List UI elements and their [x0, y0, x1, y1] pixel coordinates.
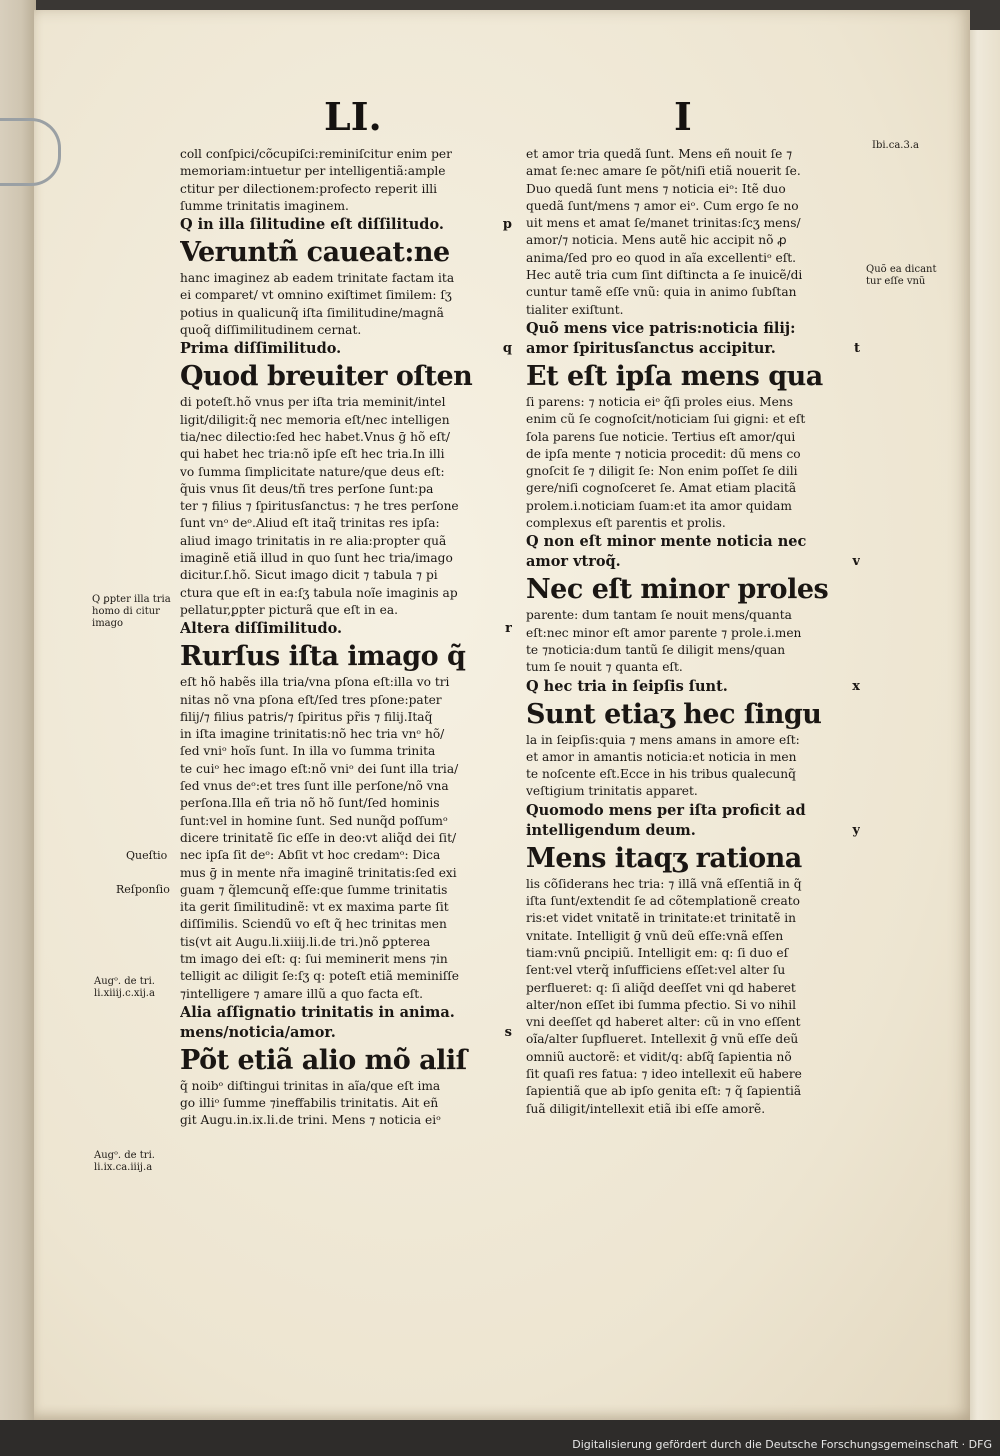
text-line [180, 146, 512, 163]
text-line [180, 899, 512, 916]
text-line [526, 1066, 860, 1083]
line-text: potius in qualicunq̃ iſta ſimilitudine/magnã [180, 305, 444, 320]
line-text: te ⁊noticia:dum tantũ ſe diligit mens/quan [526, 642, 786, 657]
line-text: Nec eſt minor proles [526, 574, 829, 606]
text-line [526, 962, 860, 979]
text-line [180, 865, 512, 882]
text-line [526, 766, 860, 783]
text-line [526, 498, 860, 515]
text-line [180, 882, 512, 899]
line-text: tum ſe nouit ⁊ quanta eſt. [526, 660, 683, 675]
line-text: Rurſus iſta imago q̃ [180, 641, 466, 673]
line-text: coll conſpici/cõcupiſci:reminiſcitur enim per [180, 147, 452, 161]
line-text: pellatur,ꝑpter picturã que eſt in ea. [180, 602, 398, 617]
text-line [526, 302, 860, 319]
line-text: Mens itaqʒ rationa [526, 842, 802, 874]
text-line [180, 986, 512, 1003]
line-text: prolem.i.noticiam ſuam:et ita amor quidam [526, 498, 792, 513]
facing-page-edge [968, 30, 1000, 1430]
initial-heading-line [526, 572, 860, 607]
section-heading [526, 821, 860, 841]
text-line [180, 709, 512, 726]
line-text: quoq̃ diſſimilitudinem cernat. [180, 323, 362, 338]
line-text: la in ſeipſis:quia ⁊ mens amans in amore eſt: [526, 732, 800, 747]
line-text: parente: dum tantam ſe nouit mens/quanta [526, 608, 792, 623]
text-line [526, 198, 860, 215]
initial-heading-line [526, 359, 860, 394]
text-line [526, 783, 860, 800]
line-text: te cuiᵒ hec imago eſt:nõ vniᵒ dei ſunt illa tria/ [180, 761, 459, 776]
line-text: et amor in amantis noticia:et noticia in men [526, 749, 797, 764]
text-line [180, 322, 512, 339]
text-line [180, 795, 512, 812]
text-line [526, 732, 860, 749]
line-text: quedã ſunt/mens ⁊ amor eiᵒ. Cum ergo ſe no [526, 198, 799, 213]
line-text: perſona.Illa eñ tria nõ hõ ſunt/ſed hominis [180, 796, 440, 811]
text-line [180, 533, 512, 550]
line-text: ſunt:vel in homine ſunt. Sed nunq̃d poſſumᵒ [180, 813, 448, 828]
line-text: nitas nõ vna pſona eſt/ſed tres pſone:pater [180, 692, 442, 707]
text-line [180, 602, 512, 619]
text-line [180, 464, 512, 481]
section-heading [526, 677, 860, 697]
line-text: tialiter exiſtunt. [526, 302, 624, 317]
line-text: Et eſt ipſa mens qua [526, 360, 823, 392]
line-text: filij/⁊ filius patris/⁊ ſpiritus pr̃is ⁊ filij.Itaq̃ [180, 709, 433, 724]
line-text: amor ſpiritusſanctus accipitur. [526, 339, 776, 357]
margin-note-quod: Quõ ea dicant tur eſſe vnũ [866, 264, 937, 287]
line-text: lis cõſiderans hec tria: ⁊ illã vnã eſſentiã in q̃ [526, 876, 802, 891]
line-text: guam ⁊ q̃lemcunq̃ eſſe:que ſumme trinitatis [180, 882, 448, 897]
line-text: ligit/diligit:q̃ nec memoria eſt/nec intelligen [180, 412, 450, 427]
text-line [180, 567, 512, 584]
text-line [180, 481, 512, 498]
text-line [526, 284, 860, 301]
line-text: amor vtroq̃. [526, 553, 621, 571]
margin-note-augustine-1: Augᵒ. de tri. li.xiiij.c.xij.a [94, 976, 155, 999]
line-text: tm imago dei eſt: q: ſui meminerit mens ⁊in [180, 951, 448, 966]
line-text: anima/ſed pro eo quod in aĩa excellentiᵒ eſt. [526, 250, 797, 265]
line-text: memoriam:intuetur per intelligentiã:ample [180, 164, 446, 179]
folio-number: LI. [324, 94, 382, 139]
line-text: Hec autẽ tria cum ſint diſtincta a ſe inuicẽ/di [526, 268, 803, 283]
line-text: ſed vnus deᵒ:et tres ſunt ille perſone/nõ vna [180, 779, 449, 794]
margin-note-questio: Queſtio [126, 849, 168, 862]
text-line [180, 813, 512, 830]
line-text: imaginẽ etiã illud in quo ſunt hec tria/imago [180, 551, 453, 566]
text-line [526, 876, 860, 893]
line-text: de ipſa mente ⁊ noticia procedit: dũ mens co [526, 446, 801, 461]
text-line [180, 830, 512, 847]
text-line [180, 305, 512, 322]
initial-heading-line [180, 359, 512, 394]
line-text: perflueret: q: ſi aliq̃d deeſſet vni qd haberet [526, 980, 796, 995]
initial-heading-line [180, 235, 512, 270]
text-line [526, 659, 860, 676]
line-text: Quomodo mens per iſta proficit ad [526, 801, 806, 819]
initial-heading-line [180, 639, 512, 674]
section-letter: s [504, 1024, 512, 1040]
line-text: oĩa/alter ſupflueret. Intellexit ḡ vnũ eſſe deũ [526, 1032, 799, 1047]
text-line [180, 181, 512, 198]
text-line [180, 674, 512, 691]
section-heading [180, 619, 512, 639]
line-text: ſent:vel vterq̃ inſufficiens eſſet:vel alter ſu [526, 963, 786, 978]
text-line [526, 1014, 860, 1031]
text-line [180, 412, 512, 429]
section-letter: v [852, 554, 860, 570]
section-heading [526, 801, 860, 821]
text-line [180, 515, 512, 532]
text-line [180, 1095, 512, 1112]
section-letter: t [853, 340, 860, 356]
text-line [180, 498, 512, 515]
section-heading [526, 339, 860, 359]
line-text: et amor tria quedã ſunt. Mens eñ nouit ſe ⁊ [526, 147, 793, 161]
text-line [180, 429, 512, 446]
line-text: iſta ſunt/extendit ſe ad cõtemplationẽ creato [526, 894, 800, 909]
section-heading [180, 339, 512, 359]
text-line [526, 480, 860, 497]
text-line [526, 463, 860, 480]
text-line [526, 749, 860, 766]
text-line [526, 146, 860, 163]
text-line [526, 945, 860, 962]
text-line [526, 446, 860, 463]
line-text: gnoſcit ſe ⁊ diligit ſe: Non enim poſſet ſe dili [526, 464, 798, 479]
text-line [180, 743, 512, 760]
right-text-column [526, 146, 860, 1118]
line-text: Q non eſt minor mente noticia nec [526, 533, 807, 551]
text-line [526, 893, 860, 910]
line-text: cuntur tamẽ eſſe vnũ: quia in animo ſubſtan [526, 285, 797, 300]
section-heading [180, 1023, 512, 1043]
line-text: gere/niſi cognoſceret ſe. Amat etiam placitã [526, 481, 797, 496]
line-text: ter ⁊ filius ⁊ ſpiritusſanctus: ⁊ he tres perſone [180, 499, 459, 514]
line-text: ⁊intelligere ⁊ amare illũ a quo facta eſt. [180, 986, 424, 1001]
line-text: diſſimilis. Sciendũ vo eſt q̃ hec trinitas men [180, 917, 447, 932]
line-text: omniũ auctorẽ: et vidit/q: abſq̃ ſapientia nõ [526, 1049, 792, 1064]
text-line [526, 429, 860, 446]
line-text: mens/noticia/amor. [180, 1023, 336, 1041]
line-text: complexus eſt parentis et prolis. [526, 516, 726, 531]
line-text: vnitate. Intelligit ḡ vnũ deũ eſſe:vnã eſſen [526, 928, 784, 943]
margin-note-propter: Q ꝑpter illa tria homo di citur imago [92, 594, 171, 629]
line-text: ſit quaſi res fatua: ⁊ ideo intellexit eũ habere [526, 1066, 802, 1081]
line-text: q̃uis vnus ſit deus/tñ tres perſone ſunt:pa [180, 481, 434, 496]
text-line [180, 163, 512, 180]
text-line [526, 250, 860, 267]
text-line [180, 934, 512, 951]
line-text: Quõ mens vice patris:noticia filij: [526, 319, 796, 337]
section-letter: r [505, 621, 512, 637]
line-text: alter/non eſſet ibi ſumma pfectio. Si vo nihil [526, 997, 797, 1012]
text-line [180, 1112, 512, 1129]
line-text: ſunt vnᵒ deᵒ.Aliud eſt itaq̃ trinitas res ipſa: [180, 516, 440, 531]
line-text: Sunt etiaʒ hec ſingu [526, 698, 822, 730]
digitization-credit: Digitalisierung gefördert durch die Deutsche Forschungsgemeinschaft · DFG [572, 1438, 992, 1451]
line-text: Altera diſſimilitudo. [180, 620, 343, 638]
line-text: ſapientiã que ab ipſo genita eſt: ⁊ q̃ ſapientiã [526, 1084, 802, 1099]
section-heading [180, 1003, 512, 1023]
text-line [180, 761, 512, 778]
text-line [180, 585, 512, 602]
line-text: ita gerit ſimilitudinẽ: vt ex maxima parte ſit [180, 900, 449, 915]
line-text: mus ḡ in mente nr̃a imaginẽ trinitatis:ſed exi [180, 865, 457, 880]
line-text: git Augu.in.ix.li.de trini. Mens ⁊ noticia eiᵒ [180, 1113, 441, 1128]
line-text: hanc imaginez ab eadem trinitate factam ita [180, 271, 455, 286]
text-line [180, 270, 512, 287]
margin-note-augustine-2: Augᵒ. de tri. li.ix.ca.iiij.a [94, 1150, 155, 1173]
line-text: ſed vniᵒ hoĩs ſunt. In illa vo ſumma trinita [180, 744, 436, 759]
section-letter: p [502, 217, 512, 233]
line-text: ctitur per dilectionem:profecto reperit illi [180, 181, 438, 196]
text-line [526, 1031, 860, 1048]
text-line [526, 215, 860, 232]
section-heading [526, 319, 860, 339]
line-text: Q in illa ſilitudine eſt diſſilitudo. [180, 216, 444, 234]
text-line [180, 198, 512, 215]
line-text: qui habet hec tria:nõ ipſe eſt hec tria.In illi [180, 447, 445, 462]
text-line [526, 181, 860, 198]
line-text: intelligendum deum. [526, 821, 696, 839]
margin-note-responsio: Reſponſio [116, 883, 170, 896]
line-text: vo ſumma ſimplicitate nature/que deus eſt: [180, 464, 445, 479]
line-text: te noſcente eſt.Ecce in his tribus qualecunq̃ [526, 767, 796, 782]
section-letter: q [502, 341, 512, 357]
text-line [526, 997, 860, 1014]
text-line [180, 968, 512, 985]
text-line [526, 163, 860, 180]
line-text: ſola parens ſue noticie. Tertius eſt amor/qui [526, 429, 796, 444]
text-line [180, 394, 512, 411]
line-text: uit mens et amat ſe/manet trinitas:ſcʒ mens/ [526, 216, 801, 231]
text-line [526, 607, 860, 624]
page-clip [0, 118, 61, 186]
line-text: amat ſe:nec amare ſe põt/niſi etiã nouerit ſe. [526, 164, 801, 179]
line-text: Alia aſſignatio trinitatis in anima. [180, 1003, 455, 1021]
text-line [180, 847, 512, 864]
text-line [180, 726, 512, 743]
margin-note-ibi: Ibi.ca.3.a [872, 140, 919, 151]
text-line [180, 692, 512, 709]
line-text: ſumme trinitatis imaginem. [180, 198, 349, 213]
line-text: eſt hõ habẽs illa tria/vna pſona eſt:illa vo tri [180, 675, 450, 690]
line-text: Veruntñ caueat:ne [180, 237, 450, 269]
line-text: tis(vt ait Augu.li.xiiij.li.de tri.)nõ ꝑpterea [180, 934, 431, 949]
line-text: ctura que eſt in ea:ſʒ tabula noĩe imaginis ap [180, 585, 458, 600]
line-text: telligit ac diligit ſe:ſʒ q: poteſt etiã meminiſſe [180, 969, 459, 984]
section-letter: x [852, 678, 860, 694]
text-line [526, 928, 860, 945]
text-line [526, 411, 860, 428]
line-text: Duo quedã ſunt mens ⁊ noticia eiᵒ: Itẽ duo [526, 181, 786, 196]
line-text: amor/⁊ noticia. Mens autẽ hic accipit nõ ꝓ [526, 233, 787, 248]
initial-heading-line [180, 1043, 512, 1078]
page-roman-numeral: I [674, 94, 692, 139]
initial-heading-line [526, 841, 860, 876]
text-line [526, 625, 860, 642]
text-line [526, 1083, 860, 1100]
section-letter: y [852, 822, 860, 838]
text-line [526, 1049, 860, 1066]
text-line [526, 267, 860, 284]
text-line [526, 642, 860, 659]
line-text: veſtigium trinitatis apparet. [526, 784, 698, 799]
text-line [526, 232, 860, 249]
line-text: ris:et videt vnitatẽ in trinitate:et trinitatẽ in [526, 911, 797, 926]
text-line [180, 916, 512, 933]
line-text: in iſta imagine trinitatis:nõ hec tria vnᵒ hõ/ [180, 727, 445, 742]
text-line [180, 1078, 512, 1095]
text-line [526, 910, 860, 927]
book-left-edge [0, 0, 36, 1420]
line-text: enim cũ ſe cognoſcit/noticiam ſui gigni: et eſt [526, 412, 806, 427]
text-line [180, 778, 512, 795]
line-text: dicere trinitatẽ ſic eſſe in deo:vt aliq̃d dei ſit/ [180, 830, 457, 845]
line-text: go illiᵒ ſumme ⁊ineffabilis trinitatis. Ait eñ [180, 1096, 439, 1111]
line-text: ſi parens: ⁊ noticia eiᵒ q̃ſi proles eius. Mens [526, 394, 793, 409]
text-line [180, 951, 512, 968]
line-text: tia/nec dilectio:ſed hec habet.Vnus ḡ hõ eſt/ [180, 429, 450, 444]
text-line [526, 515, 860, 532]
section-heading [180, 215, 512, 235]
line-text: Põt etiã alio mõ aliſ [180, 1044, 467, 1076]
text-line [180, 550, 512, 567]
line-text: dicitur.ſ.hõ. Sicut imago dicit ⁊ tabula ⁊ pi [180, 568, 438, 583]
line-text: q̃ noibᵒ diſtingui trinitas in aĩa/que eſt ima [180, 1078, 441, 1093]
line-text: di poteſt.hõ vnus per iſta tria meminit/intel [180, 395, 446, 410]
line-text: ſuã diligit/intellexit etiã ibi eſſe amorẽ. [526, 1101, 766, 1116]
section-heading [526, 552, 860, 572]
text-line [526, 1101, 860, 1118]
line-text: Q hec tria in ſeipſis ſunt. [526, 677, 728, 695]
line-text: Quod breuiter oſten [180, 361, 473, 393]
line-text: tiam:vnũ ꝑncipiũ. Intelligit em: q: ſi duo eſ [526, 945, 789, 960]
line-text: vni deeſſet qd haberet alter: cũ in vno eſſent [526, 1015, 801, 1030]
line-text: nec ipſa ſit deᵒ: Abſit vt hoc credamᵒ: Dica [180, 848, 441, 863]
left-text-column [180, 146, 512, 1130]
text-line [180, 287, 512, 304]
line-text: eſt:nec minor eſt amor parente ⁊ prole.i.men [526, 625, 802, 640]
line-text: Prima diſſimilitudo. [180, 340, 342, 358]
initial-heading-line [526, 697, 860, 732]
line-text: ei comparet/ vt omnino exiſtimet ſimilem: ſʒ [180, 288, 452, 303]
line-text: aliud imago trinitatis in re alia:propter quã [180, 533, 447, 548]
text-line [526, 980, 860, 997]
section-heading [526, 532, 860, 552]
text-line [180, 446, 512, 463]
text-line [526, 394, 860, 411]
